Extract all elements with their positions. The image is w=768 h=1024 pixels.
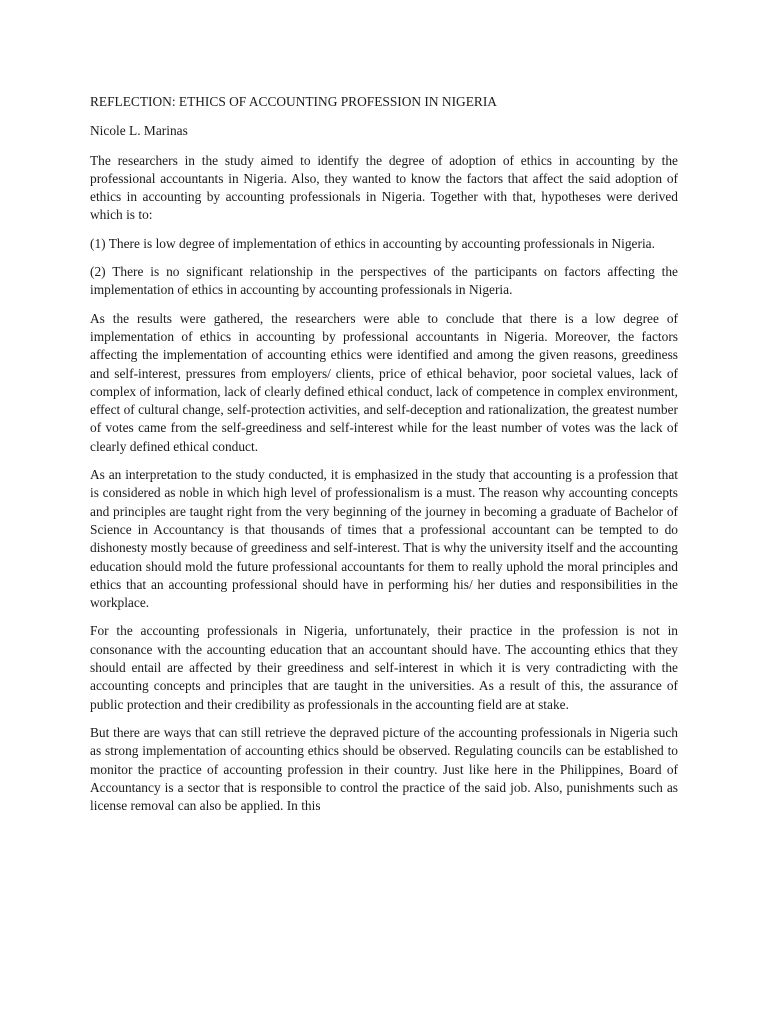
paragraph-interpretation: As an interpretation to the study conducted, it is emphasized in the study that accounting is a profession that is considered as noble in which high level of professionalism is a must. The reason why accounting concepts and principles are taught right from the very beginning of the journey in becoming a graduate of Bachelor of Science in Accountancy is that thousands of times that a professional accountant can be tempted to do dishonesty mostly because of greediness and self-interest. That is why the university itself and the accounting education should mold the future professional accountants for them to really uphold the moral principles and ethics that an accounting professional should have in performing his/ her duties and responsibilities in the workplace. [90, 467, 678, 611]
paragraph-intro: The researchers in the study aimed to identify the degree of adoption of ethics in accounting by the professional accountants in Nigeria. Also, they wanted to know the factors that affect the said adoption of ethics in accounting by accounting professionals in Nigeria. Together with that, hypotheses were derived which is to: [90, 152, 678, 223]
paragraph-hypothesis-2: (2) There is no significant relationship in the perspectives of the participants on factors affecting the implementation of ethics in accounting by accounting professionals in Nigeria. [90, 264, 678, 298]
paragraph-remedies: But there are ways that can still retrieve the depraved picture of the accounting professionals in Nigeria such as strong implementation of accounting ethics should be observed. Regulating councils can be established to monitor the practice of accounting profession in their country. Just like here in the Philippines, Board of Accountancy is a sector that is responsible to control the practice of the said job. Also, punishments such as license removal can also be applied. In this [90, 724, 678, 814]
document-title: REFLECTION: ETHICS OF ACCOUNTING PROFESSION IN NIGERIA [90, 94, 497, 109]
paragraph-results: As the results were gathered, the researchers were able to conclude that there is a low degree of implementation of ethics in accounting by professional accountants in Nigeria. Moreover, the factors affecting the implementation of accounting ethics were identified and among the given reasons, greediness and self-interest, pressures from employers/ clients, price of ethical behavior, poor societal values, lack of complex of information, lack of clearly defined ethical conduct, lack of competence in complex environment, effect of cultural change, self-protection activities, and self-deception and rationalization, the greatest number of votes came from the self-greediness and self-interest while for the least number of votes was the lack of clearly defined ethical conduct. [90, 310, 678, 454]
document-page [90, 93, 678, 825]
document-author: Nicole L. Marinas [90, 123, 188, 139]
paragraph-hypothesis-1: (1) There is low degree of implementation of ethics in accounting by accounting professionals in Nigeria. [90, 235, 655, 251]
paragraph-nigeria-practice: For the accounting professionals in Nigeria, unfortunately, their practice in the profession is not in consonance with the accounting education that an accountant should have. The accounting ethics that they should entail are affected by their greediness and self-interest in which it is very contradicting with the accounting concepts and principles that are taught in the universities. As a result of this, the assurance of public protection and their credibility as professionals in the accounting field are at stake. [90, 623, 678, 712]
